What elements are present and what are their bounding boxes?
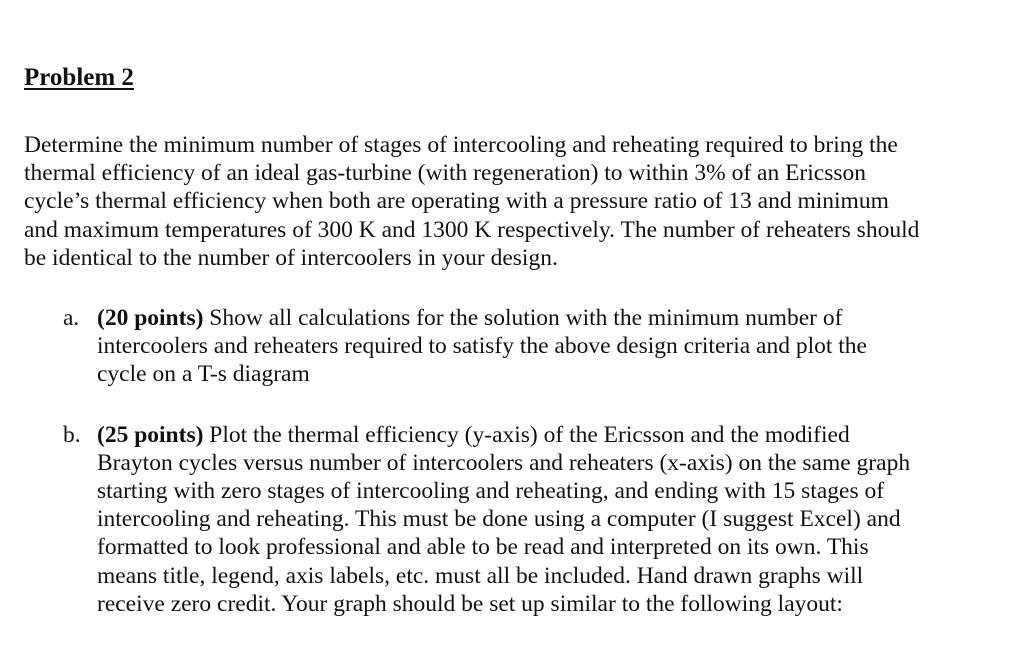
part-b-marker: b. <box>63 421 81 448</box>
part-a-points: (20 points) <box>97 305 204 332</box>
problem-statement: Determine the minimum number of stages of intercooling and reheating required to bring the thermal efficiency of an ideal gas-turbine (with regeneration) to within 3% of an Ericsson cycle’s thermal efficiency when both are operating with a pressure ratio of 13 and minimum and maximum temperatures of 300 K and 1300 K respectively. The number of reheaters should be identical to the number of intercoolers in your design. <box>24 132 920 271</box>
part-b-text: Plot the thermal efficiency (y-axis) of the Ericsson and the modified Brayton cycles versus number of intercoolers and reheaters (x-axis) on the same graph starting with zero stages of intercooling and reheating, and ending with 15 stages of intercooling and reheating. This must be done using a computer (I suggest Excel) and formatted to look professional and able to be read and interpreted on its own. This means title, legend, axis labels, etc. must all be included. Hand drawn graphs will receive zero credit. Your graph should be set up similar to the following layout: <box>97 421 911 617</box>
part-a-marker: a. <box>63 305 80 332</box>
part-b <box>24 421 917 618</box>
part-a <box>24 304 917 389</box>
problem-title: Problem 2 <box>24 64 134 91</box>
document-page <box>24 63 984 618</box>
part-b-points: (25 points) <box>97 421 204 448</box>
part-a-text: Show all calculations for the solution with the minimum number of intercoolers and reheaters required to satisfy the above design criteria and plot the cycle on a T-s diagram <box>97 305 867 388</box>
problem-parts-list <box>24 304 984 618</box>
